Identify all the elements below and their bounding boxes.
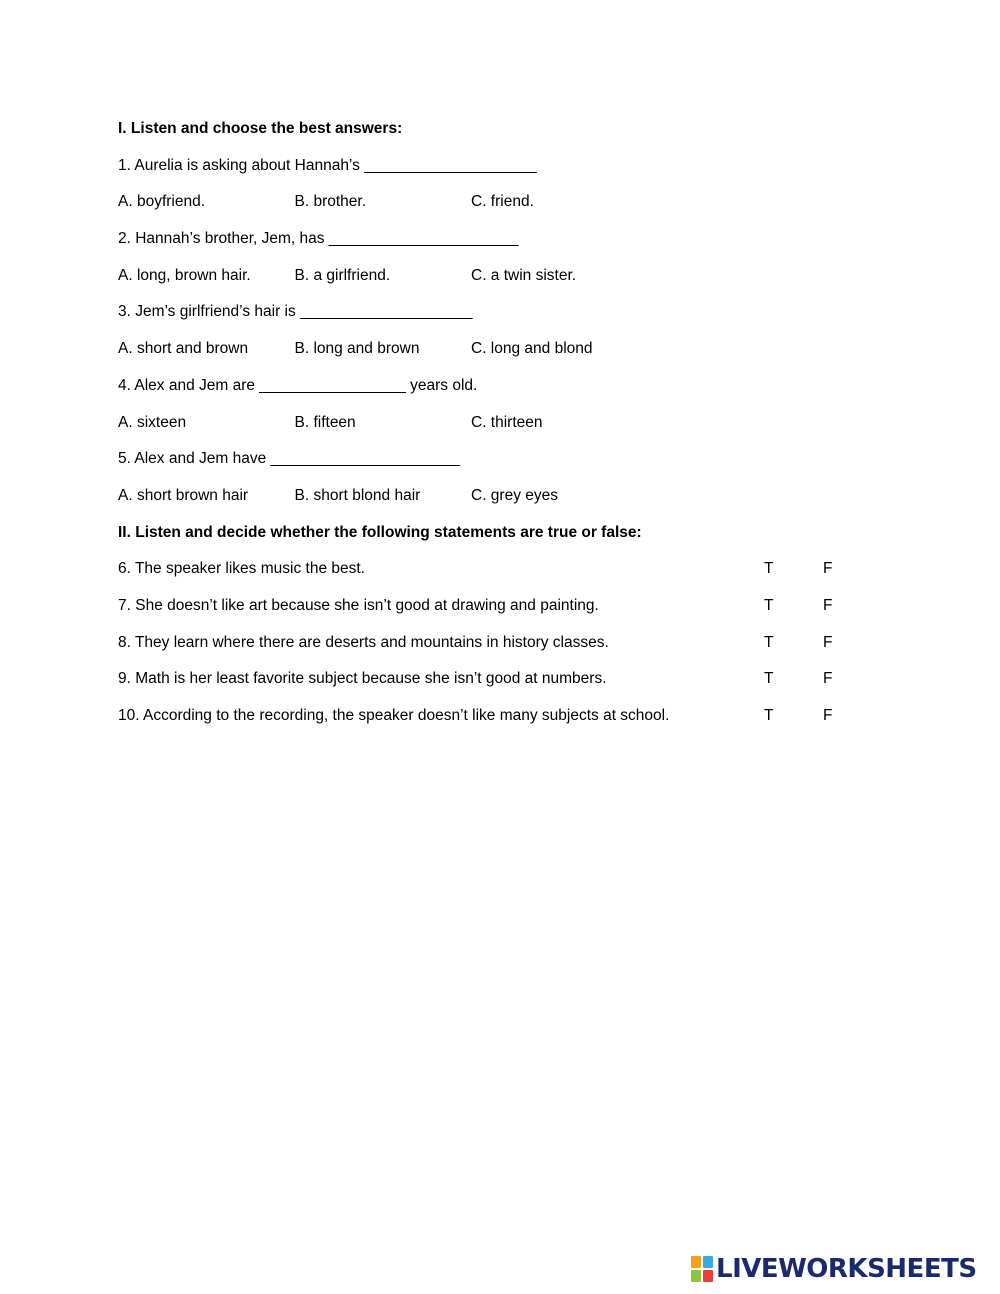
option-c[interactable]: C. a twin sister. xyxy=(471,266,577,284)
option-c[interactable]: C. thirteen xyxy=(471,413,543,431)
option-a[interactable]: A. long, brown hair. xyxy=(118,266,251,284)
liveworksheets-logo xyxy=(691,1253,977,1285)
logo-block-4 xyxy=(703,1270,713,1282)
logo-text: LIVEWORKSHEETS xyxy=(716,1254,977,1284)
option-b[interactable]: B. brother. xyxy=(294,193,367,211)
true-option[interactable]: T xyxy=(764,560,774,578)
logo-block-3 xyxy=(691,1270,701,1282)
question-3-options xyxy=(118,337,878,374)
false-option[interactable]: F xyxy=(823,707,833,724)
option-b[interactable]: B. a girlfriend. xyxy=(294,266,391,284)
section-1-heading: I. Listen and choose the best answers: xyxy=(118,120,403,137)
option-a[interactable]: A. short and brown xyxy=(118,340,249,358)
question-1-options xyxy=(118,190,878,227)
statement-6: 6. The speaker likes music the best. xyxy=(118,560,365,578)
false-option[interactable]: F xyxy=(823,560,833,578)
option-b[interactable]: B. fifteen xyxy=(294,413,356,431)
statement-9-row xyxy=(118,667,878,704)
statement-10-row xyxy=(118,704,878,741)
option-a[interactable]: A. short brown hair xyxy=(118,486,249,504)
statement-7-row xyxy=(118,594,878,631)
question-5-options xyxy=(118,484,878,521)
option-c[interactable]: C. grey eyes xyxy=(471,486,559,504)
logo-block-2 xyxy=(703,1256,713,1268)
statement-8: 8. They learn where there are deserts and mountains in history classes. xyxy=(118,633,609,651)
option-a[interactable]: A. boyfriend. xyxy=(118,193,206,211)
question-3: 3. Jem’s girlfriend’s hair is ____________________ xyxy=(118,303,473,321)
true-option[interactable]: T xyxy=(764,596,774,614)
liveworksheets-logo-icon xyxy=(691,1256,713,1282)
statement-9: 9. Math is her least favorite subject because she isn’t good at numbers. xyxy=(118,670,607,688)
false-option[interactable]: F xyxy=(823,670,833,688)
question-4: 4. Alex and Jem are _________________ years old. xyxy=(118,376,478,394)
true-option[interactable]: T xyxy=(764,707,774,724)
section-2-heading: II. Listen and decide whether the following statements are true or false: xyxy=(118,523,642,541)
question-4-options xyxy=(118,411,878,448)
question-2: 2. Hannah’s brother, Jem, has ______________________ xyxy=(118,230,519,248)
option-a[interactable]: A. sixteen xyxy=(118,413,187,431)
false-option[interactable]: F xyxy=(823,596,833,614)
option-b[interactable]: B. short blond hair xyxy=(294,486,421,504)
statement-7: 7. She doesn’t like art because she isn’t good at drawing and painting. xyxy=(118,596,599,614)
question-1: 1. Aurelia is asking about Hannah’s ____________________ xyxy=(118,156,537,174)
statement-6-row xyxy=(118,557,878,594)
statement-8-row xyxy=(118,631,878,668)
question-5: 5. Alex and Jem have ______________________ xyxy=(118,450,461,468)
option-c[interactable]: C. long and blond xyxy=(471,340,593,358)
true-option[interactable]: T xyxy=(764,670,774,688)
question-2-options xyxy=(118,264,878,301)
logo-block-1 xyxy=(691,1256,701,1268)
worksheet xyxy=(118,117,878,741)
statement-10: 10. According to the recording, the speaker doesn’t like many subjects at school. xyxy=(118,707,670,724)
option-b[interactable]: B. long and brown xyxy=(294,340,420,358)
false-option[interactable]: F xyxy=(823,633,833,651)
true-option[interactable]: T xyxy=(764,633,774,651)
option-c[interactable]: C. friend. xyxy=(471,193,534,211)
